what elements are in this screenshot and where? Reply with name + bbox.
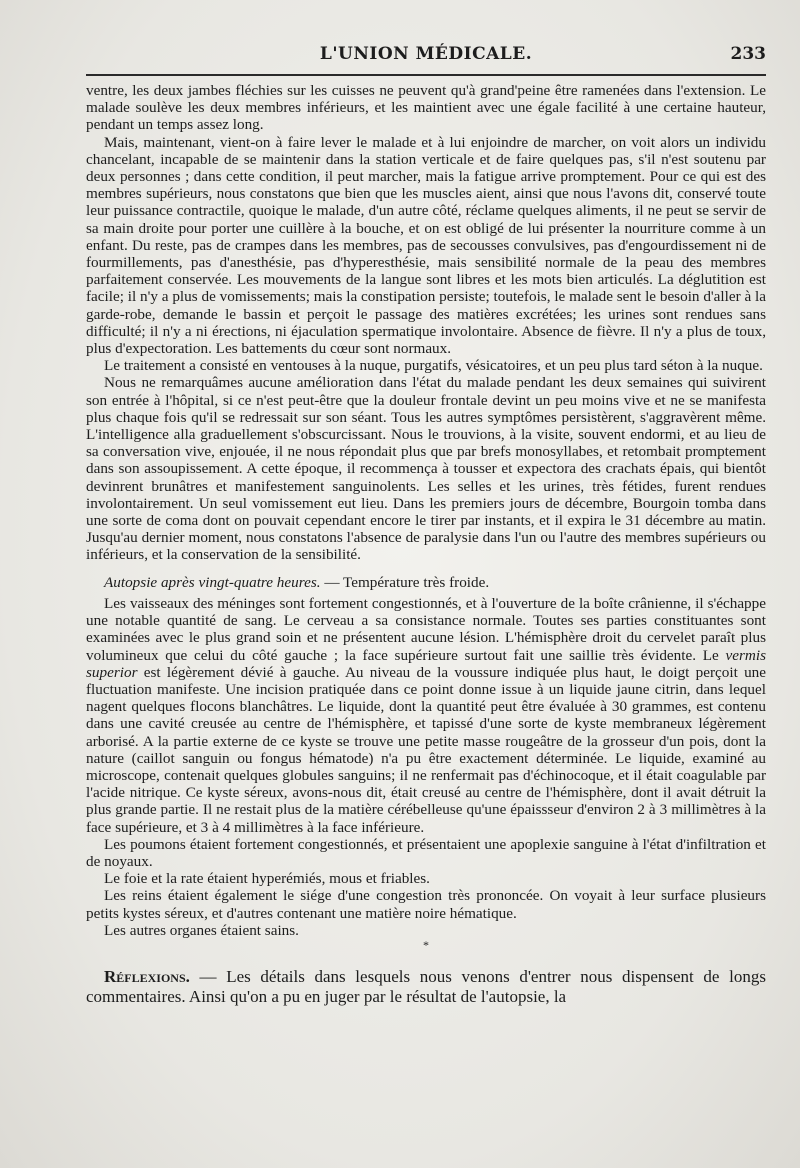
autopsy-heading-line [86, 574, 766, 591]
running-header [86, 44, 766, 74]
reflexions-text: — Les détails dans lesquels nous venons d'entrer nous dispensent de longs commentaires. Ainsi qu'on a pu en juger par le résultat de l'autopsie, la [86, 966, 766, 1006]
autopsy-temperature: — Température très froide. [320, 573, 490, 591]
autopsy-heading: Autopsie après vingt-quatre heures. [104, 573, 321, 591]
paragraph-progression: Nous ne remarquâmes aucune amélioration dans l'état du malade pendant les deux semaines qui suivirent son entrée à l'hôpital, si ce n'est peut-être que la douleur frontale devint un peu moins vive et ne se manifesta plus chaque fois qu'il se redressait sur son séant. Tous les autres symptômes persistèrent, s'aggravèrent même. L'intelligence alla graduellement s'obscurcissant. Nous le trouvions, à la visite, souvent endormi, et au lieu de sa conversation vive, enjouée, il ne nous répondait plus que par brefs monosyllabes, et retombait promptement dans son assoupissement. A cette époque, il recommença à tousser et expectora des crachats épais, qui bientôt devinrent brunâtres et manifestement sanguinolents. Les selles et les urines, très fétides, furent rendues involontairement. Un seul vomissement eut lieu. Dans les premiers jours de décembre, Bourgoin tomba dans une sorte de coma dont on pouvait cependant encore le tirer par instants, et il expira le 31 décembre au matin. Jusqu'au dernier moment, nous constatons l'absence de paralysie dans l'un ou l'autre des membres supérieurs ou inférieurs, et la conservation de la sensibilité. [86, 374, 766, 564]
section-separator: * [423, 937, 429, 952]
page-number: 233 [730, 44, 766, 64]
paragraph-lungs: Les poumons étaient fortement congestionnés, et présentaient une apoplexie sanguine à l'état d'infiltration et de noyaux. [86, 835, 766, 870]
autopsy-text-end: est légèrement dévié à gauche. Au niveau de la voussure indiquée plus haut, le doigt perçoit une fluctuation manifeste. Une incision pratiquée dans ce point donne issue à un liquide jaune citrin, dans lequel nagent quelques flocons blanchâtres. Le liquide, dont la quantité peut être évaluée à 30 grammes, est contenu dans une cavité creusée au centre de l'hémisphère, et tapissé d'une sorte de kyste membraneux légèrement arborisé. A la partie externe de ce kyste se trouve une petite masse rougeâtre de la grosseur d'un pois, dont la nature (caillot sanguin ou fongus hématode) n'a pu être exactement déterminée. Le liquide, examiné au microscope, contenait quelques globules sanguins; il ne renfermait pas d'échinocoque, et il était coagulable par l'acide nitrique. Ce kyste séreux, avons-nous dit, était creusé au centre de l'hémisphère, dont il avait détruit la plus grande partie. Il ne restait plus de la matière cérébelleuse qu'une épaissseur d'environ 2 à 3 millimètres à la face supérieure, et 3 à 4 millimètres à la face inférieure. [86, 663, 766, 836]
vermis-term: vermis superior [86, 646, 766, 681]
reflexions-label: Réflexions. [104, 966, 190, 986]
paragraph-continued: ventre, les deux jambes fléchies sur les cuisses ne peuvent qu'à grand'peine être ramenées dans l'extension. Le malade soulève les deux membres inférieurs, et les maintient avec une égale facilité à une certaine hauteur, pendant un temps assez long. [86, 82, 766, 134]
paragraph-reflexions [86, 967, 766, 1007]
paragraph-autopsy-brain [86, 595, 766, 836]
header-rule [86, 74, 766, 76]
article-body [86, 82, 766, 1007]
paragraph-other-organs: Les autres organes étaient sains. [104, 921, 299, 939]
journal-title: L'UNION MÉDICALE. [319, 44, 533, 64]
paragraph-treatment: Le traitement a consisté en ventouses à la nuque, purgatifs, vésicatoires, et un peu plus tard séton à la nuque. [104, 357, 763, 375]
autopsy-text-start: Les vaisseaux des méninges sont fortement congestionnés, et à l'ouverture de la boîte crânienne, il s'échappe une notable quantité de sang. Le cerveau a sa consistance normale. Toutes ses parties constituantes sont examinées avec le plus grand soin et ne présentent aucune lésion. L'hémisphère droit du cervelet paraît plus volumineux que celui du côté gauche ; la face supérieure surtout fait une saillie très évidente. Le [86, 594, 766, 664]
paragraph-kidneys: Les reins étaient également le siége d'une congestion très prononcée. On voyait à leur surface plusieurs petits kystes séreux, et d'autres contenant une matière noire hématique. [86, 887, 766, 922]
paragraph-liver: Le foie et la rate étaient hyperémiés, mous et friables. [104, 870, 430, 888]
paragraph-symptoms: Mais, maintenant, vient-on à faire lever le malade et à lui enjoindre de marcher, on voit alors un individu chancelant, incapable de se maintenir dans la station verticale et de faire quelques pas, s'il n'est soutenu par deux personnes ; dans cette condition, il peut marcher, mais la fatigue arrive promptement. Pour ce qui est des membres supérieurs, nous constatons que bien que les muscles aient, ainsi que nous l'avons dit, conservé toute leur puissance contractile, quoique le malade, d'un autre côté, réclame quelques aliments, il ne peut se servir de sa main droite pour porter une cuillère à la bouche, et on est obligé de lui présenter la nourriture comme à un enfant. Du reste, pas de crampes dans les membres, pas de secousses convulsives, pas d'engourdissement ni de fourmillements, pas d'anesthésie, pas d'hyperesthésie, mais sensibilité normale de la peau des membres parfaitement conservée. Les mouvements de la langue sont libres et les mots bien articulés. La déglutition est facile; il n'y a plus de vomissements; mais la constipation persiste; toutefois, le malade sent le besoin d'aller à la garde-robe, demande le bassin et perçoit le passage des matières excrétées; les urines sont rendues sans difficulté; il n'y a ni érections, ni éjaculation spermatique involontaire. Absence de fièvre. Il n'y a plus de toux, plus d'expectoration. Les battements du cœur sont normaux. [86, 133, 766, 358]
